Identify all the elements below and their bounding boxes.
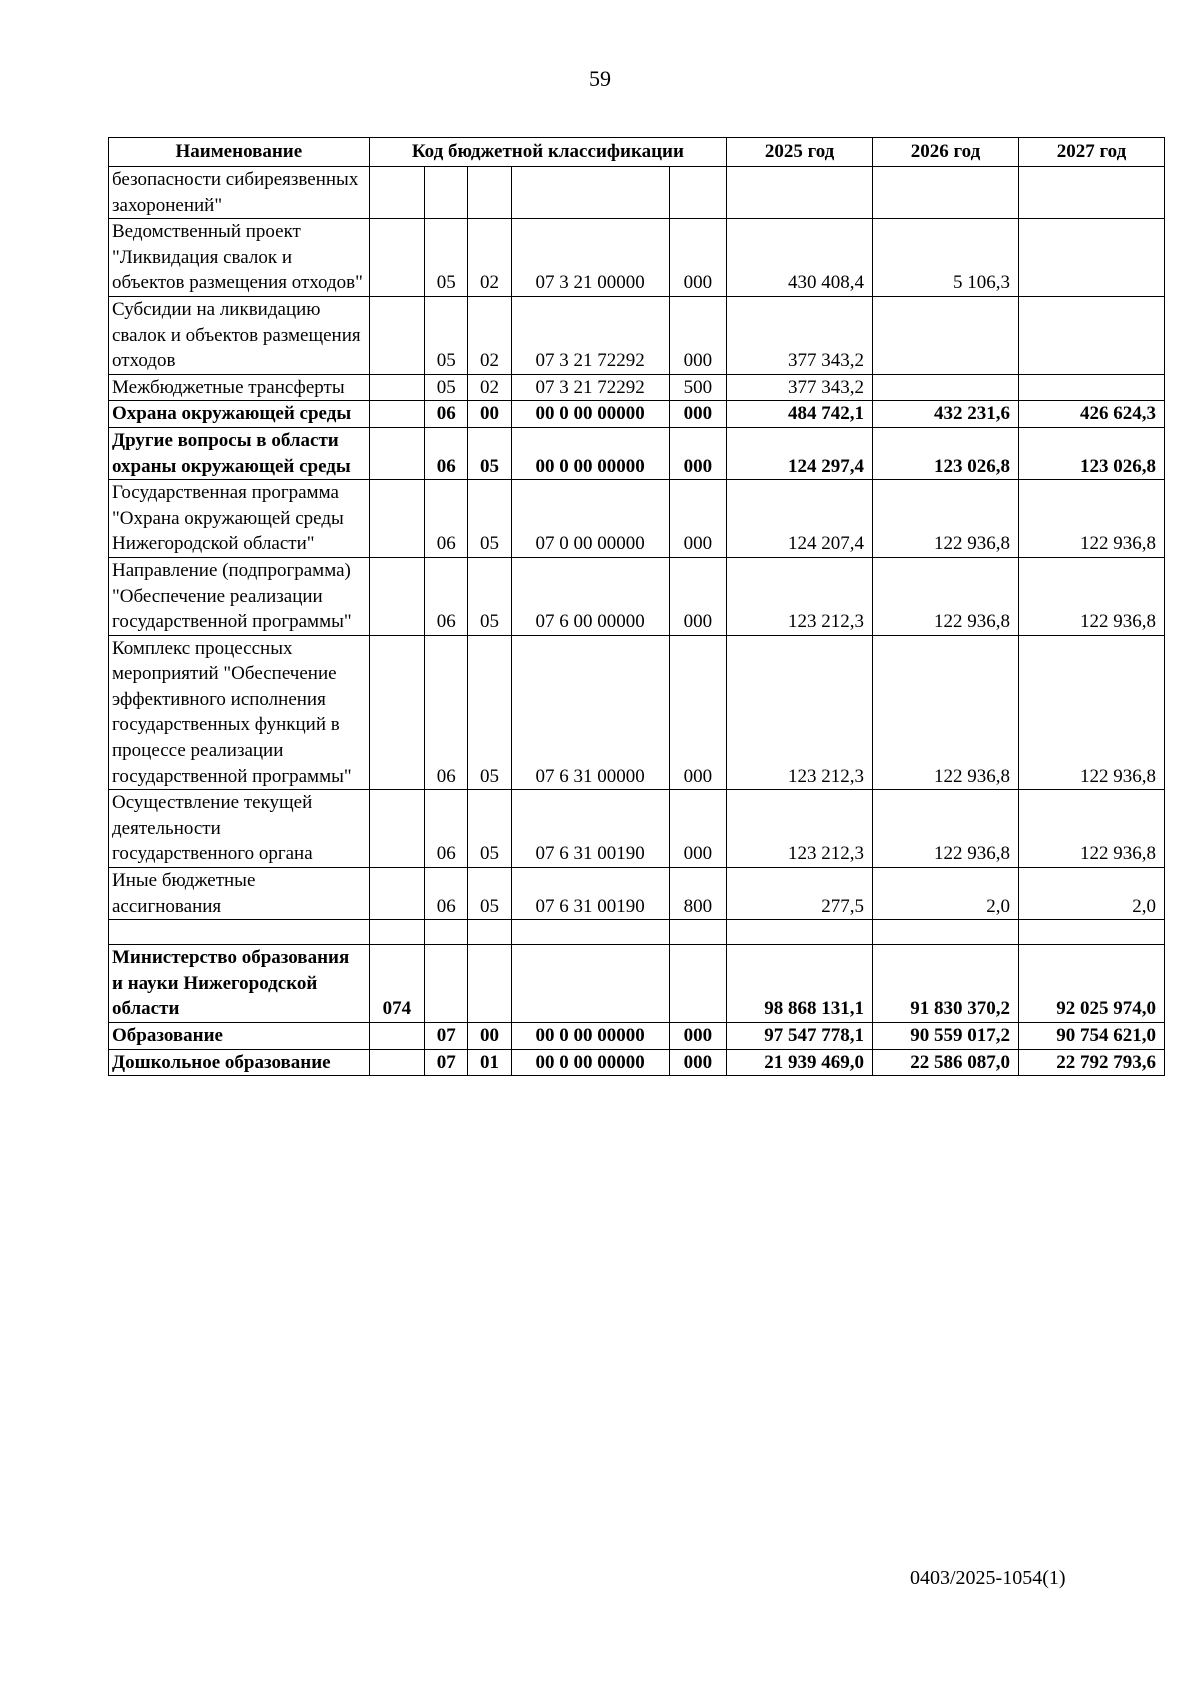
row-amount-2025: 123 212,3 xyxy=(727,790,873,868)
row-target-code xyxy=(511,945,669,1023)
row-subsection-code: 02 xyxy=(468,219,511,297)
row-target-code: 00 0 00 00000 xyxy=(511,401,669,428)
row-amount-2026 xyxy=(873,920,1019,945)
row-target-code: 07 6 00 00000 xyxy=(511,557,669,635)
row-amount-2025 xyxy=(727,920,873,945)
row-amount-2026: 122 936,8 xyxy=(873,790,1019,868)
budget-table xyxy=(108,137,1165,1076)
row-admin-code xyxy=(369,1049,424,1076)
row-admin-code xyxy=(369,219,424,297)
row-name xyxy=(109,920,370,945)
row-subsection-code: 00 xyxy=(468,401,511,428)
row-section-code: 06 xyxy=(425,480,468,558)
row-amount-2026: 5 106,3 xyxy=(873,219,1019,297)
row-target-code: 07 0 00 00000 xyxy=(511,480,669,558)
table-row xyxy=(109,868,1165,920)
row-subsection-code: 05 xyxy=(468,790,511,868)
row-amount-2025: 123 212,3 xyxy=(727,635,873,790)
row-amount-2027: 90 754 621,0 xyxy=(1018,1023,1164,1050)
row-section-code: 06 xyxy=(425,635,468,790)
row-name: безопасности сибиреязвенных захоронений" xyxy=(109,167,370,219)
row-admin-code xyxy=(369,167,424,219)
row-name: Комплекс процессных мероприятий "Обеспечение эффективного исполнения государственных функций в процессе реализации государственной программы" xyxy=(109,635,370,790)
row-amount-2027: 426 624,3 xyxy=(1018,401,1164,428)
row-amount-2027: 22 792 793,6 xyxy=(1018,1049,1164,1076)
header-name: Наименование xyxy=(109,138,370,167)
row-expense-type-code: 000 xyxy=(669,1049,726,1076)
row-amount-2027: 2,0 xyxy=(1018,868,1164,920)
table-body xyxy=(109,167,1165,1076)
row-expense-type-code: 000 xyxy=(669,219,726,297)
row-expense-type-code xyxy=(669,167,726,219)
header-year-2025: 2025 год xyxy=(727,138,873,167)
table-row xyxy=(109,920,1165,945)
row-amount-2025: 21 939 469,0 xyxy=(727,1049,873,1076)
table-row xyxy=(109,635,1165,790)
table-row xyxy=(109,790,1165,868)
row-admin-code xyxy=(369,868,424,920)
row-expense-type-code xyxy=(669,920,726,945)
row-amount-2025: 484 742,1 xyxy=(727,401,873,428)
page-number: 59 xyxy=(589,66,611,91)
row-amount-2026: 90 559 017,2 xyxy=(873,1023,1019,1050)
row-target-code: 07 6 31 00190 xyxy=(511,790,669,868)
row-amount-2025: 430 408,4 xyxy=(727,219,873,297)
row-name: Ведомственный проект "Ликвидация свалок и объектов размещения отходов" xyxy=(109,219,370,297)
row-admin-code xyxy=(369,1023,424,1050)
row-admin-code: 074 xyxy=(369,945,424,1023)
row-amount-2026: 22 586 087,0 xyxy=(873,1049,1019,1076)
row-amount-2025: 124 297,4 xyxy=(727,427,873,479)
row-amount-2025: 377 343,2 xyxy=(727,374,873,401)
row-subsection-code: 05 xyxy=(468,635,511,790)
row-section-code: 06 xyxy=(425,868,468,920)
row-subsection-code: 02 xyxy=(468,296,511,374)
row-amount-2025: 377 343,2 xyxy=(727,296,873,374)
row-target-code: 00 0 00 00000 xyxy=(511,427,669,479)
row-subsection-code xyxy=(468,920,511,945)
row-expense-type-code: 800 xyxy=(669,868,726,920)
row-subsection-code xyxy=(468,945,511,1023)
row-subsection-code: 05 xyxy=(468,480,511,558)
row-name: Направление (подпрограмма) "Обеспечение реализации государственной программы" xyxy=(109,557,370,635)
row-subsection-code: 05 xyxy=(468,557,511,635)
row-section-code xyxy=(425,945,468,1023)
row-admin-code xyxy=(369,790,424,868)
row-amount-2025: 277,5 xyxy=(727,868,873,920)
row-amount-2026: 2,0 xyxy=(873,868,1019,920)
table-row xyxy=(109,296,1165,374)
row-amount-2025: 123 212,3 xyxy=(727,557,873,635)
row-expense-type-code: 000 xyxy=(669,296,726,374)
row-amount-2027 xyxy=(1018,374,1164,401)
row-section-code: 05 xyxy=(425,296,468,374)
row-admin-code xyxy=(369,374,424,401)
row-amount-2027 xyxy=(1018,296,1164,374)
row-target-code: 07 3 21 72292 xyxy=(511,296,669,374)
row-section-code: 06 xyxy=(425,427,468,479)
table-row xyxy=(109,219,1165,297)
row-amount-2027: 122 936,8 xyxy=(1018,480,1164,558)
row-target-code: 07 3 21 72292 xyxy=(511,374,669,401)
row-target-code: 00 0 00 00000 xyxy=(511,1023,669,1050)
row-subsection-code: 00 xyxy=(468,1023,511,1050)
table-row xyxy=(109,945,1165,1023)
row-amount-2026: 123 026,8 xyxy=(873,427,1019,479)
row-target-code xyxy=(511,167,669,219)
row-amount-2027: 122 936,8 xyxy=(1018,790,1164,868)
row-admin-code xyxy=(369,296,424,374)
row-amount-2026 xyxy=(873,167,1019,219)
header-year-2027: 2027 год xyxy=(1018,138,1164,167)
row-name: Другие вопросы в области охраны окружающей среды xyxy=(109,427,370,479)
row-subsection-code: 05 xyxy=(468,868,511,920)
row-amount-2026: 432 231,6 xyxy=(873,401,1019,428)
row-target-code xyxy=(511,920,669,945)
table-header-row xyxy=(109,138,1165,167)
row-section-code xyxy=(425,167,468,219)
row-amount-2026: 122 936,8 xyxy=(873,635,1019,790)
row-name: Иные бюджетные ассигнования xyxy=(109,868,370,920)
row-section-code: 05 xyxy=(425,374,468,401)
row-amount-2026: 91 830 370,2 xyxy=(873,945,1019,1023)
table-row xyxy=(109,1049,1165,1076)
row-amount-2027 xyxy=(1018,920,1164,945)
row-amount-2027 xyxy=(1018,219,1164,297)
row-amount-2027: 123 026,8 xyxy=(1018,427,1164,479)
row-admin-code xyxy=(369,427,424,479)
row-expense-type-code: 000 xyxy=(669,790,726,868)
row-section-code: 07 xyxy=(425,1023,468,1050)
row-target-code: 07 3 21 00000 xyxy=(511,219,669,297)
row-expense-type-code: 000 xyxy=(669,401,726,428)
row-section-code: 07 xyxy=(425,1049,468,1076)
row-section-code: 06 xyxy=(425,401,468,428)
row-amount-2027: 122 936,8 xyxy=(1018,635,1164,790)
row-name: Межбюджетные трансферты xyxy=(109,374,370,401)
row-subsection-code: 05 xyxy=(468,427,511,479)
row-subsection-code: 01 xyxy=(468,1049,511,1076)
row-section-code: 06 xyxy=(425,790,468,868)
row-amount-2027: 122 936,8 xyxy=(1018,557,1164,635)
row-name: Охрана окружающей среды xyxy=(109,401,370,428)
row-amount-2027: 92 025 974,0 xyxy=(1018,945,1164,1023)
row-name: Министерство образования и науки Нижегородской области xyxy=(109,945,370,1023)
row-name: Субсидии на ликвидацию свалок и объектов размещения отходов xyxy=(109,296,370,374)
table-row xyxy=(109,480,1165,558)
row-expense-type-code: 000 xyxy=(669,635,726,790)
row-subsection-code: 02 xyxy=(468,374,511,401)
row-amount-2026 xyxy=(873,296,1019,374)
row-section-code xyxy=(425,920,468,945)
row-expense-type-code: 000 xyxy=(669,557,726,635)
row-amount-2026: 122 936,8 xyxy=(873,557,1019,635)
row-expense-type-code: 500 xyxy=(669,374,726,401)
row-section-code: 06 xyxy=(425,557,468,635)
header-year-2026: 2026 год xyxy=(873,138,1019,167)
row-admin-code xyxy=(369,401,424,428)
row-amount-2027 xyxy=(1018,167,1164,219)
row-amount-2025 xyxy=(727,167,873,219)
row-expense-type-code xyxy=(669,945,726,1023)
row-expense-type-code: 000 xyxy=(669,1023,726,1050)
table-row xyxy=(109,167,1165,219)
header-classification: Код бюджетной классификации xyxy=(369,138,726,167)
row-admin-code xyxy=(369,557,424,635)
row-subsection-code xyxy=(468,167,511,219)
document-code: 0403/2025-1054(1) xyxy=(910,1567,1066,1589)
row-target-code: 07 6 31 00190 xyxy=(511,868,669,920)
table-row xyxy=(109,1023,1165,1050)
row-name: Дошкольное образование xyxy=(109,1049,370,1076)
table-row xyxy=(109,557,1165,635)
table-row xyxy=(109,401,1165,428)
row-admin-code xyxy=(369,635,424,790)
row-admin-code xyxy=(369,920,424,945)
row-expense-type-code: 000 xyxy=(669,427,726,479)
row-name: Осуществление текущей деятельности государственного органа xyxy=(109,790,370,868)
row-amount-2025: 98 868 131,1 xyxy=(727,945,873,1023)
table-row xyxy=(109,374,1165,401)
row-name: Образование xyxy=(109,1023,370,1050)
row-amount-2025: 97 547 778,1 xyxy=(727,1023,873,1050)
row-amount-2025: 124 207,4 xyxy=(727,480,873,558)
row-target-code: 00 0 00 00000 xyxy=(511,1049,669,1076)
row-name: Государственная программа "Охрана окружающей среды Нижегородской области" xyxy=(109,480,370,558)
row-amount-2026 xyxy=(873,374,1019,401)
row-section-code: 05 xyxy=(425,219,468,297)
table-row xyxy=(109,427,1165,479)
row-amount-2026: 122 936,8 xyxy=(873,480,1019,558)
row-target-code: 07 6 31 00000 xyxy=(511,635,669,790)
row-admin-code xyxy=(369,480,424,558)
row-expense-type-code: 000 xyxy=(669,480,726,558)
